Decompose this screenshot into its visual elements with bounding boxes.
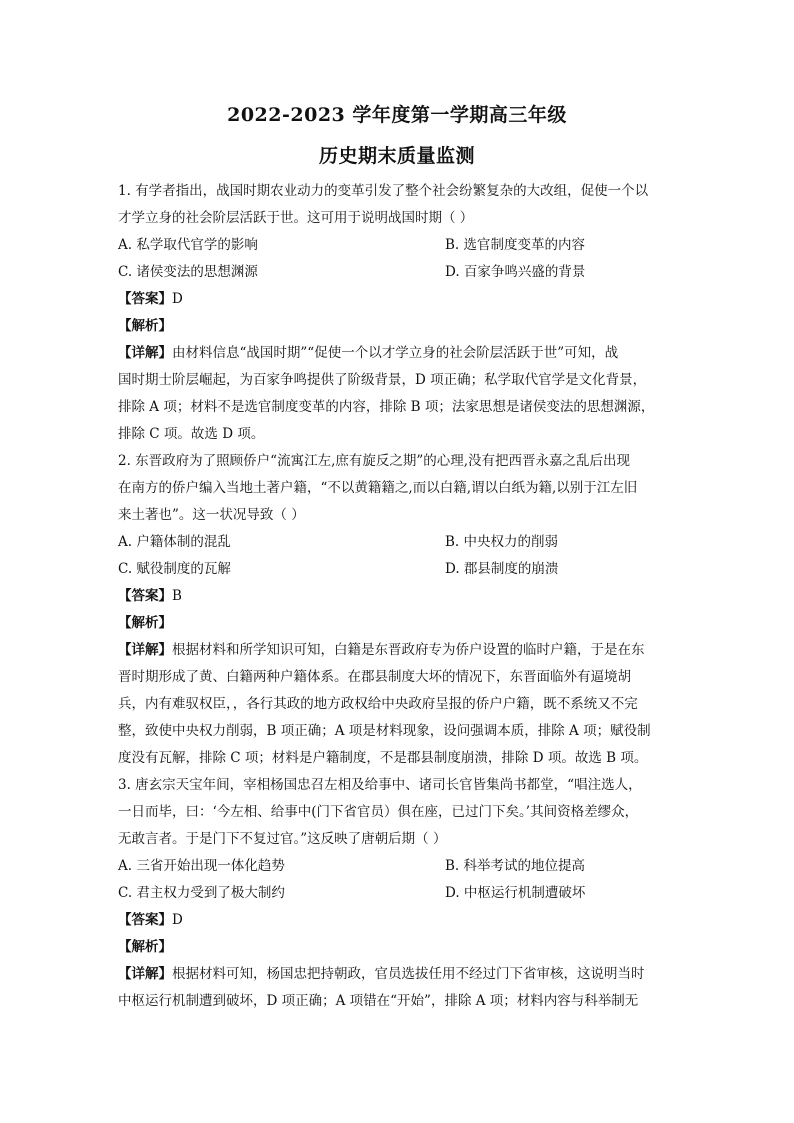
answer-line: [118, 583, 674, 610]
detail-line: 排除 C 项。故选 D 项。: [118, 426, 265, 442]
question-stem-line: 一日而毕，曰：‘今左相、给事中(门下省官员）俱在座，已过门下矣。’其间资格差缪众，: [118, 804, 639, 820]
detail-line: 国时期士阶层崛起，为百家争鸣提供了阶级背景，D 项正确；私学取代官学是文化背景，: [118, 372, 647, 388]
option-d: D. 中枢运行机制遭破坏: [445, 885, 586, 901]
detail-text: 由材料信息“战国时期”“促使一个以才学立身的社会阶层活跃于世”可知，战: [172, 345, 619, 361]
answer-line: [118, 907, 674, 934]
question-3: [118, 772, 674, 1015]
answer-value: D: [172, 912, 183, 928]
detail-line: 排除 A 项；材料不是选官制度变革的内容，排除 B 项；法家思想是诸侯变法的思想渊源，: [118, 399, 655, 415]
detail-line: 度没有瓦解，排除 C 项；材料是户籍制度，不是郡县制度崩溃，排除 D 项。故选 B 项。: [118, 750, 648, 766]
answer-line: [118, 286, 674, 313]
detail-line: 中枢运行机制遭到破坏，D 项正确；A 项错在“开始”，排除 A 项；材料内容与科举制无: [118, 993, 639, 1009]
answer-tag: 【答案】: [118, 291, 172, 307]
option-b: B. 中央权力的削弱: [445, 534, 559, 550]
question-2: [118, 448, 674, 772]
option-a: A. 户籍体制的混乱: [118, 534, 231, 550]
option-c: C. 赋役制度的瓦解: [118, 561, 231, 577]
question-stem-line: 2. 东晋政府为了照顾侨户“流寓江左,庶有旋反之期”的心理,没有把西晋永嘉之乱后出现: [118, 453, 631, 469]
detail-line: 整，致使中央权力削弱，B 项正确；A 项是材料现象，设问强调本质，排除 A 项；赋役制: [118, 723, 651, 739]
option-d: D. 百家争鸣兴盛的背景: [445, 264, 586, 280]
question-stem-line: 来土著也”。这一状况导致（ ）: [118, 507, 305, 523]
answer-tag: 【答案】: [118, 588, 172, 604]
detail-line: [118, 961, 674, 988]
detail-text: 根据材料可知，杨国忠把持朝政，官员选拔任用不经过门下省审核，这说明当时: [172, 966, 645, 982]
analysis-tag: 【解析】: [118, 318, 172, 334]
options-row: [118, 529, 674, 556]
option-a: A. 私学取代官学的影响: [118, 237, 258, 253]
options-row: [118, 880, 674, 907]
answer-tag: 【答案】: [118, 912, 172, 928]
question-stem-line: 1. 有学者指出，战国时期农业动力的变革引发了整个社会纷繁复杂的大改组，促使一个以: [118, 183, 649, 199]
document-subtitle: 历史期末质量监测: [318, 145, 475, 167]
detail-tag: 【详解】: [118, 345, 172, 361]
document-title: 2022-2023 学年度第一学期高三年级: [227, 104, 567, 126]
answer-value: B: [172, 588, 182, 604]
analysis-tag: 【解析】: [118, 939, 172, 955]
options-row: [118, 556, 674, 583]
detail-line: [118, 637, 674, 664]
options-row: [118, 259, 674, 286]
question-stem-line: 3. 唐玄宗天宝年间，宰相杨国忠召左相及给事中、诸司长官皆集尚书都堂，“唱注选人，: [118, 777, 642, 793]
question-stem-line: 才学立身的社会阶层活跃于世。这可用于说明战国时期（ ）: [118, 210, 474, 226]
option-b: B. 科举考试的地位提高: [445, 858, 586, 874]
detail-text: 根据材料和所学知识可知，白籍是东晋政府专为侨户设置的临时户籍，于是在东: [172, 642, 645, 658]
option-c: C. 君主权力受到了极大制约: [118, 885, 285, 901]
analysis-tag: 【解析】: [118, 615, 172, 631]
option-b: B. 选官制度变革的内容: [445, 237, 586, 253]
question-stem-line: 在南方的侨户编入当地土著户籍，“不以黄籍籍之,而以白籍,谓以白纸为籍,以别于江左旧: [118, 480, 638, 496]
detail-line: [118, 340, 674, 367]
detail-tag: 【详解】: [118, 642, 172, 658]
options-row: [118, 232, 674, 259]
option-d: D. 郡县制度的崩溃: [445, 561, 559, 577]
document-body: [118, 178, 674, 1015]
detail-line: 兵，内有难驭权臣，，各行其政的地方政权给中央政府呈报的侨户户籍，既不系统又不完: [118, 696, 638, 712]
question-1: [118, 178, 674, 448]
option-c: C. 诸侯变法的思想渊源: [118, 264, 258, 280]
option-a: A. 三省开始出现一体化趋势: [118, 858, 285, 874]
detail-line: 晋时期形成了黄、白籍两种户籍体系。在郡县制度大坏的情况下，东晋面临外有逼境胡: [118, 669, 631, 685]
question-stem-line: 无敢言者。于是门下不复过官。”这反映了唐朝后期（ ）: [118, 831, 447, 847]
answer-value: D: [172, 291, 183, 307]
options-row: [118, 853, 674, 880]
detail-tag: 【详解】: [118, 966, 172, 982]
